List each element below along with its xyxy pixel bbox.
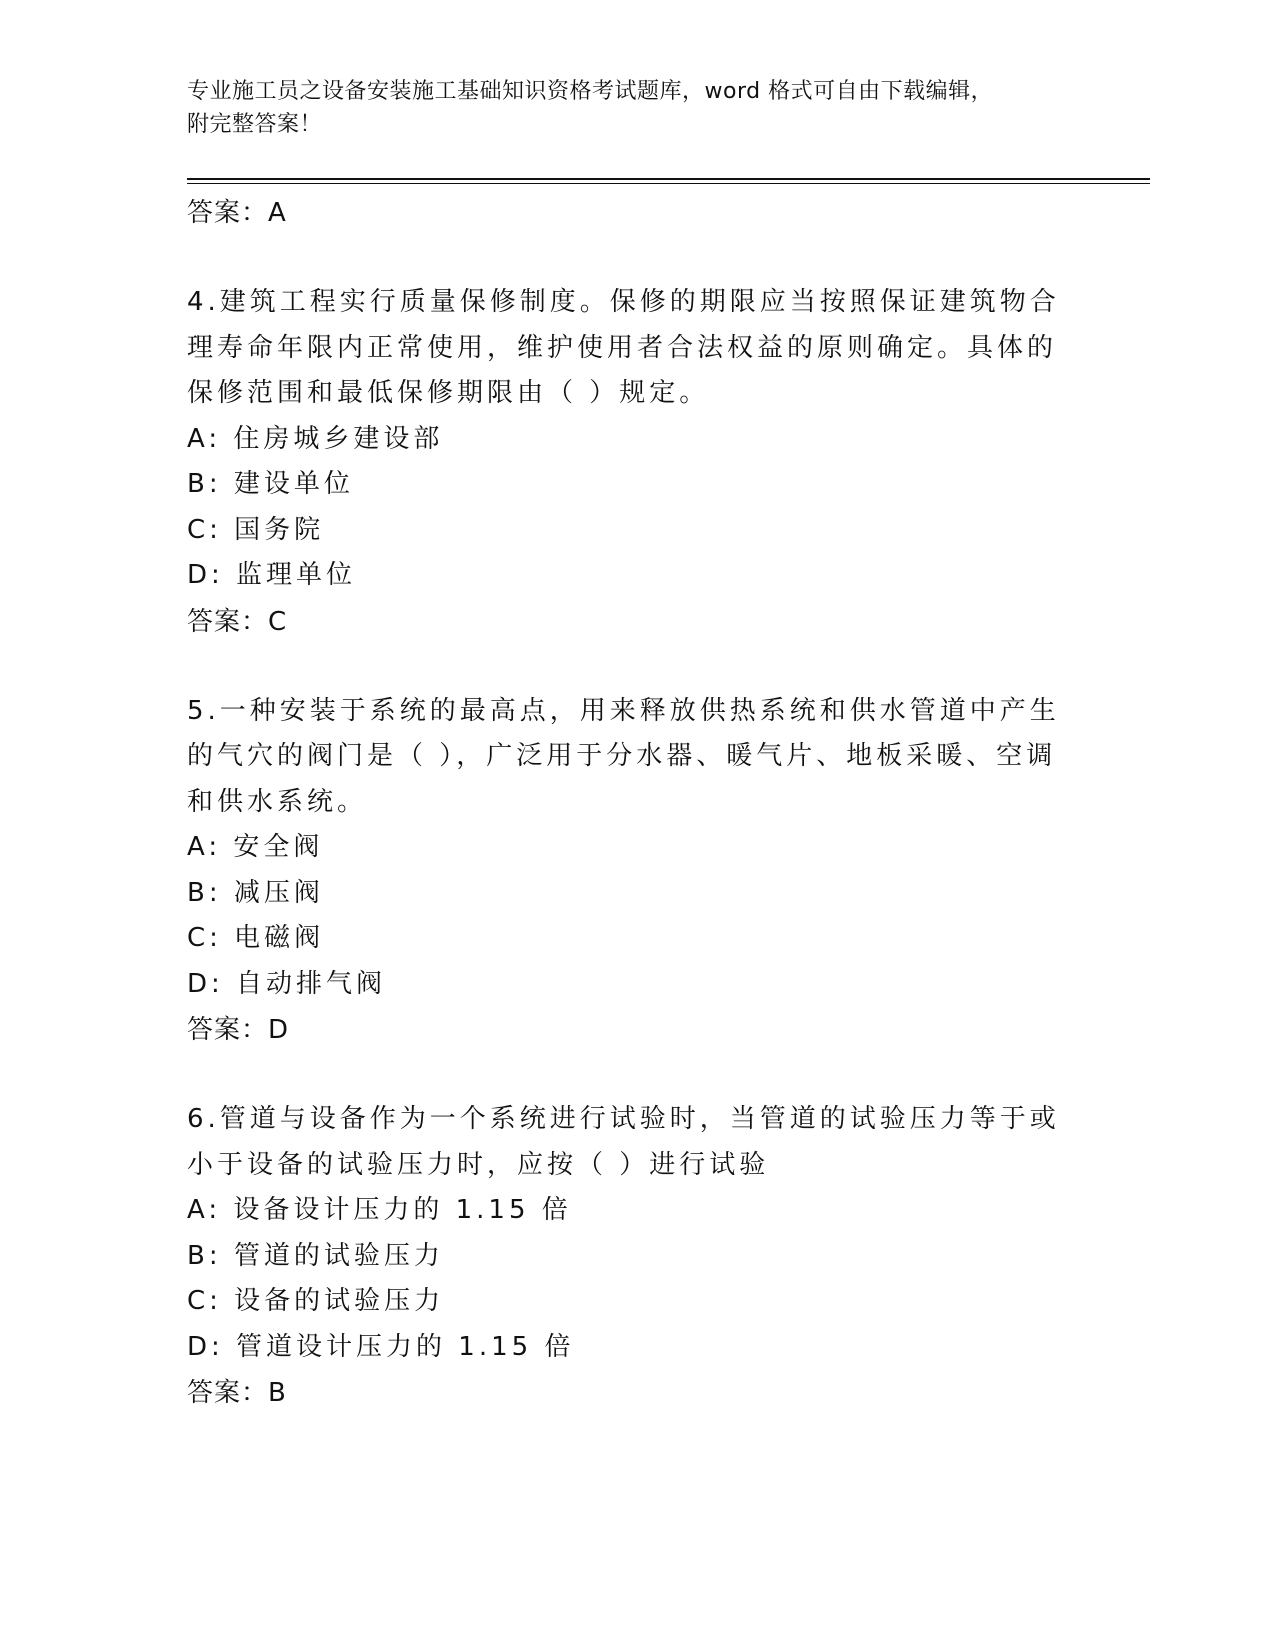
question-list [187, 190, 1087, 1416]
question-block [187, 1097, 1087, 1416]
option-d: D: 管道设计压力的 1.15 倍 [187, 1331, 575, 1362]
option-a: A: 住房城乡建设部 [187, 423, 444, 454]
question-text: 5.一种安装于系统的最高点，用来释放供热系统和供水管道中产生的气穴的阀门是（ ），广泛用于分水器、暖气片、地板采暖、空调和供水系统。 [187, 695, 1060, 817]
header-rule-thin [187, 183, 1150, 184]
header-line-2: 附完整答案！ [187, 112, 323, 137]
option-c: C: 国务院 [187, 514, 325, 545]
question-block [187, 280, 1087, 645]
answer-line: 答案：C [187, 606, 288, 637]
option-a: A: 安全阀 [187, 832, 324, 862]
option-b: B: 减压阀 [187, 877, 324, 908]
option-a: A: 设备设计压力的 1.15 倍 [187, 1195, 572, 1225]
answer-line: 答案：A [187, 198, 287, 228]
option-b: B: 建设单位 [187, 469, 354, 499]
option-d: D: 监理单位 [187, 560, 357, 590]
answer-line: 答案：B [187, 1378, 287, 1408]
option-d: D: 自动排气阀 [187, 968, 387, 999]
option-c: C: 设备的试验压力 [187, 1286, 445, 1316]
option-c: C: 电磁阀 [187, 923, 325, 953]
header-line-1: 专业施工员之设备安装施工基础知识资格考试题库，word 格式可自由下载编辑， [187, 79, 994, 104]
header-rule-thick [187, 178, 1150, 180]
document-header [187, 75, 1067, 141]
answer-line: 答案：D [187, 1015, 290, 1045]
option-b: B: 管道的试验压力 [187, 1240, 444, 1271]
question-text: 6.管道与设备作为一个系统进行试验时，当管道的试验压力等于或小于设备的试验压力时，应按（ ）进行试验 [187, 1104, 1060, 1180]
question-block [187, 689, 1087, 1054]
question-text: 4.建筑工程实行质量保修制度。保修的期限应当按照保证建筑物合理寿命年限内正常使用，维护使用者合法权益的原则确定。具体的保修范围和最低保修期限由（ ）规定。 [187, 287, 1060, 408]
